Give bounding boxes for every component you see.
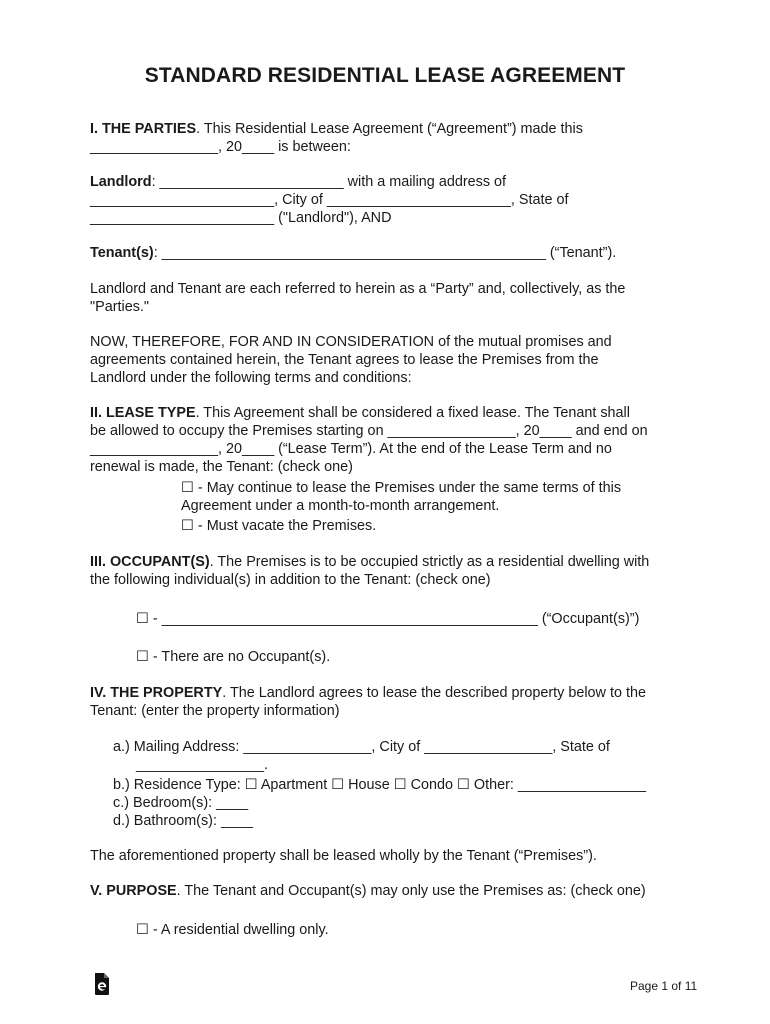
consideration-line-1: NOW, THEREFORE, FOR AND IN CONSIDERATION of the mutual promises and (90, 334, 612, 350)
tenant-label: Tenant(s) (90, 245, 154, 261)
property-line-1 (90, 684, 646, 702)
purpose-heading: V. PURPOSE (90, 883, 177, 899)
landlord-line-3: _______________________ ("Landlord"), AND (90, 210, 392, 226)
parties-text: . This Residential Lease Agreement (“Agreement”) made this (196, 121, 583, 137)
consideration-line-3: Landlord under the following terms and conditions: (90, 370, 412, 386)
parties-paragraph-line-1 (90, 120, 583, 138)
tenant-line (90, 244, 616, 262)
landlord-line-2: _______________________, City of _______________________, State of (90, 192, 569, 208)
purpose-line-1 (90, 882, 646, 900)
parties-heading: I. THE PARTIES (90, 121, 197, 137)
property-bathrooms[interactable]: d.) Bathroom(s): ____ (113, 813, 253, 829)
document-title: STANDARD RESIDENTIAL LEASE AGREEMENT (144, 64, 626, 87)
lease-type-text: . This Agreement shall be considered a fixed lease. The Tenant shall (195, 405, 630, 421)
page-number: Page 1 of 11 (630, 979, 698, 993)
occupants-heading: III. OCCUPANT(S) (90, 554, 210, 570)
tenant-text: : ________________________________________________ (“Tenant”). (153, 245, 617, 261)
property-line-2: Tenant: (enter the property information) (90, 703, 340, 719)
lease-option-month-to-month-cont: Agreement under a month-to-month arrangement. (181, 498, 500, 514)
parties-paragraph-line-2: ________________, 20____ is between: (90, 139, 351, 155)
lease-option-vacate[interactable]: ☐ - Must vacate the Premises. (181, 518, 377, 534)
lease-type-line-3: ________________, 20____ (“Lease Term”). At the end of the Lease Term and no (90, 441, 612, 457)
property-mailing-address[interactable]: a.) Mailing Address: ________________, City of ________________, State of (113, 739, 610, 755)
eforms-logo-icon (92, 972, 112, 996)
parties-definition-line-2: "Parties." (90, 299, 150, 315)
occupants-text: . The Premises is to be occupied strictly as a residential dwelling with (209, 554, 650, 570)
landlord-line-1 (90, 173, 506, 191)
property-bedrooms[interactable]: c.) Bedroom(s): ____ (113, 795, 249, 811)
consideration-line-2: agreements contained herein, the Tenant agrees to lease the Premises from the (90, 352, 599, 368)
lease-type-line-2: be allowed to occupy the Premises starting on ________________, 20____ and end on (90, 423, 648, 439)
parties-definition-line-1: Landlord and Tenant are each referred to herein as a “Party” and, collectively, as the (90, 281, 626, 297)
occupants-line-2: the following individual(s) in addition to the Tenant: (check one) (90, 572, 491, 588)
property-text: . The Landlord agrees to lease the described property below to the (222, 685, 646, 701)
landlord-label: Landlord (90, 174, 152, 190)
property-heading: IV. THE PROPERTY (90, 685, 223, 701)
lease-type-line-1 (90, 404, 630, 422)
property-residence-type[interactable]: b.) Residence Type: ☐ Apartment ☐ House ☐ Condo ☐ Other: ________________ (113, 777, 646, 793)
property-mailing-address-cont[interactable]: ________________. (136, 757, 269, 773)
occupants-line-1 (90, 553, 649, 571)
lease-option-month-to-month[interactable]: ☐ - May continue to lease the Premises under the same terms of this (181, 480, 622, 496)
lease-type-heading: II. LEASE TYPE (90, 405, 196, 421)
occupants-option-none[interactable]: ☐ - There are no Occupant(s). (136, 649, 331, 665)
occupants-option-named[interactable]: ☐ - _______________________________________________ (“Occupant(s)”) (136, 611, 640, 627)
property-premises-statement: The aforementioned property shall be leased wholly by the Tenant (“Premises”). (90, 848, 597, 864)
purpose-text: . The Tenant and Occupant(s) may only use the Premises as: (check one) (176, 883, 646, 899)
purpose-option-residential[interactable]: ☐ - A residential dwelling only. (136, 922, 329, 938)
lease-type-line-4: renewal is made, the Tenant: (check one) (90, 459, 353, 475)
landlord-text: : _______________________ with a mailing address of (151, 174, 507, 190)
